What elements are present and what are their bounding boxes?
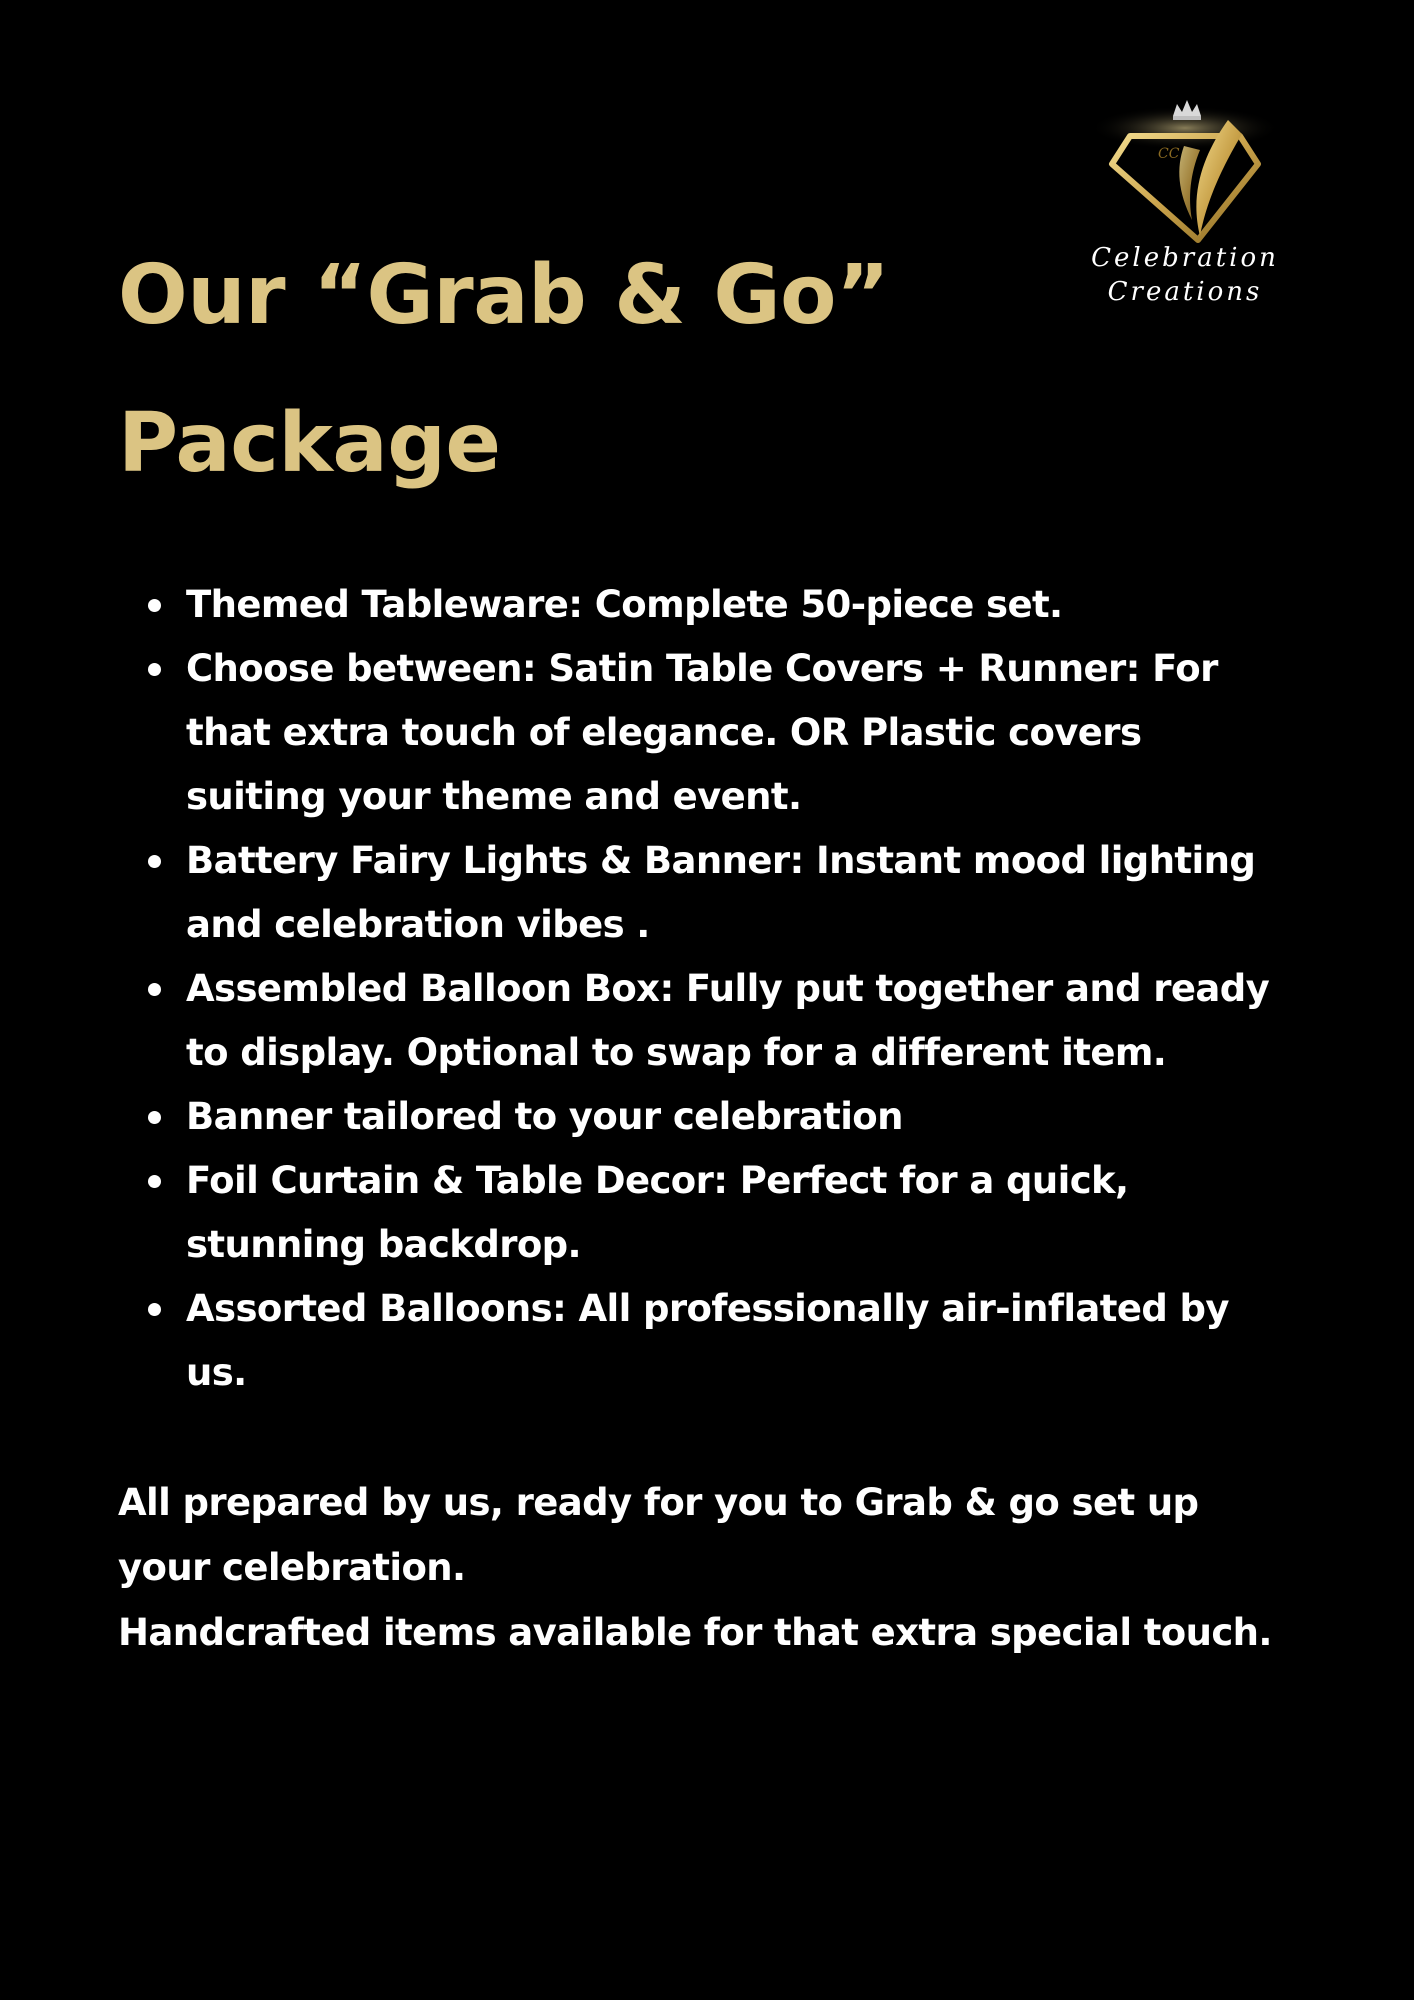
package-feature-list [122, 573, 1282, 1405]
feature-text: Themed Tableware: Complete 50-piece set. [186, 583, 1063, 626]
bullet-icon [148, 663, 161, 676]
bullet-icon [148, 855, 161, 868]
list-item [186, 637, 1282, 829]
closing-line-1: All prepared by us, ready for you to Grab & go set up your celebration. [118, 1481, 1199, 1589]
feature-text: Battery Fairy Lights & Banner: Instant mood lighting and celebration vibes . [186, 839, 1256, 946]
bullet-icon [148, 1175, 161, 1188]
feature-text: Assorted Balloons: All professionally air-inflated by us. [186, 1287, 1229, 1394]
closing-text [118, 1470, 1298, 1665]
list-item [186, 957, 1282, 1085]
bullet-icon [148, 599, 161, 612]
title-line-1: Our “Grab & Go” [118, 248, 890, 343]
crown-icon [1173, 100, 1201, 120]
closing-line-2: Handcrafted items available for that extra special touch. [118, 1611, 1272, 1654]
list-item [186, 1277, 1282, 1405]
list-item [186, 1085, 1282, 1149]
logo-line-1: Celebration [1091, 243, 1279, 273]
bullet-icon [148, 1303, 161, 1316]
list-item [186, 829, 1282, 957]
page-title [118, 222, 1018, 518]
feature-text: Assembled Balloon Box: Fully put together and ready to display. Optional to swap for a different item. [186, 967, 1270, 1074]
title-line-2: Package [118, 396, 501, 491]
logo-monogram: CC [1158, 146, 1180, 162]
logo-emblem [1080, 88, 1290, 318]
logo-line-2: Creations [1107, 277, 1263, 307]
bullet-icon [148, 983, 161, 996]
bullet-icon [148, 1111, 161, 1124]
feature-text: Foil Curtain & Table Decor: Perfect for a quick, stunning backdrop. [186, 1159, 1129, 1266]
list-item [186, 1149, 1282, 1277]
celebration-creations-logo [1080, 88, 1290, 318]
diamond-icon [1112, 120, 1258, 240]
list-item [186, 573, 1282, 637]
feature-text: Banner tailored to your celebration [186, 1095, 903, 1138]
feature-text: Choose between: Satin Table Covers + Runner: For that extra touch of elegance. OR Plastic covers suiting your theme and event. [186, 647, 1218, 818]
